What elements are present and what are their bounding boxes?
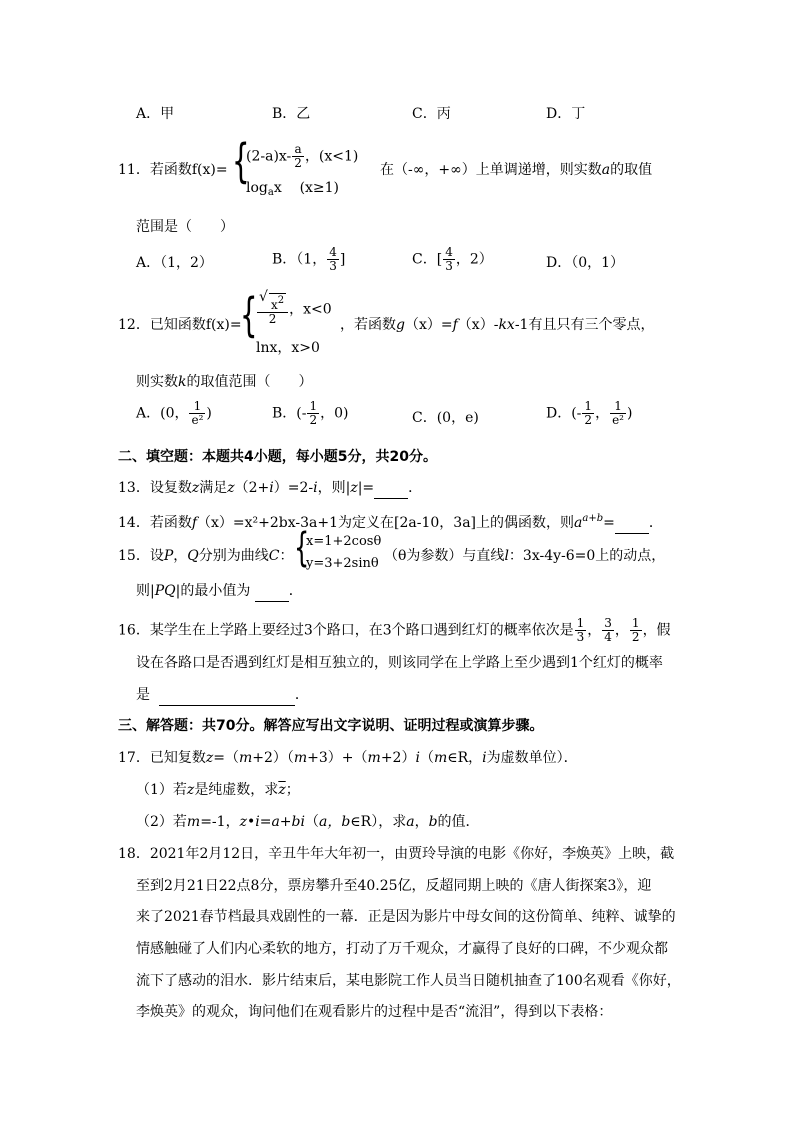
q11-option-d: D．（0，1）	[546, 255, 625, 271]
q11-option-a: A．（1，2）	[136, 255, 213, 271]
q15-case2: y=3+2sinθ	[306, 556, 379, 571]
q17-main: 17．已知复数z=（m+2）（m+3）+（m+2）i（m∈R，i为虚数单位）．	[118, 750, 578, 766]
q12-suffix: ，若函数g（x）=f（x）-kx-1有且只有三个零点，	[340, 317, 655, 333]
q16-line3: 是 ．	[136, 685, 309, 706]
q12-line2: 则实数k的取值范围（ ）	[136, 374, 313, 390]
q12-case1: √ $\frac{x^2}{2}$ ，x<0	[256, 293, 332, 326]
question-14: 14．若函数f（x）=x²+2bx-3a+1为定义在[2a-10，3a]上的偶函数，则$a^{a+b}=$ ．	[118, 509, 663, 534]
q11-suffix: 在（-∞，+∞）上单调递增，则实数a的取值	[380, 162, 653, 178]
q12-prefix: 12．已知函数f(x)=	[118, 317, 242, 333]
q18-line: 来了2021春节档最具戏剧性的一幕．正是因为影片中母女间的这份简单、纯粹、诚挚的	[136, 909, 676, 925]
q16-line2: 设在各路口是否遇到红灯是相互独立的，则该同学在上学路上至少遇到1个红灯的概率	[136, 655, 663, 671]
q18-line: 至到2月21日22点8分，票房攀升至40.25亿，反超同期上映的《唐人街探案3》，迎	[136, 878, 652, 894]
q11-option-b: B．（1， $\frac{4}{3}$ ]	[272, 245, 346, 273]
q12-option-b: B．(- $\frac{1}{2}$ ，0)	[272, 399, 349, 427]
section-2-heading: 二、填空题：本题共4小题，每小题5分，共20分。	[118, 449, 437, 465]
q18-line: 李焕英》的观众，询问他们在观看影片的过程中是否“流泪”，得到以下表格：	[136, 1004, 613, 1020]
q12-option-d: D．(- $\frac{1}{2}$ ， $\frac{1}{\text{e²}}$ )	[546, 399, 633, 427]
sqrt-symbol: √ $x^2$	[259, 293, 286, 312]
q12-case2: lnx，x>0	[256, 340, 320, 356]
q11-brace: {	[232, 134, 250, 188]
q18-line: 流下了感动的泪水．影片结束后，某电影院工作人员当日随机抽查了100名观看《你好，	[136, 973, 681, 989]
section-3-heading: 三、解答题：共70分。解答应写出文字说明、证明过程或演算步骤。	[118, 718, 544, 734]
q15-prefix: 15．设P，Q分别为曲线C：	[118, 548, 294, 564]
question-13: 13．设复数z满足z（2+i）=2-i，则|z|= ．	[118, 478, 422, 499]
q11-line2: 范围是（ ）	[136, 219, 234, 235]
q18-line: 情感触碰了人们内心柔软的地方，打动了万千观众，才赢得了良好的口碑，不少观众都	[136, 941, 668, 957]
answer-blank	[615, 513, 649, 534]
q11-option-c: C．[ $\frac{4}{3}$ ，2）	[412, 245, 493, 273]
q16-line1: 16．某学生在上学路上要经过3个路口，在3个路口遇到红灯的概率依次是 $\frac{1}{3}$ ， $\frac{3}{4}$ ， $\frac{1}{2}$ ，假	[118, 616, 671, 644]
q12-option-a: A．(0， $\frac{1}{\text{e²}}$ )	[136, 399, 212, 427]
q11-prefix: 11．若函数f(x)=	[118, 162, 228, 178]
q15-line2: 则|PQ|的最小值为 ．	[136, 581, 303, 602]
answer-blank	[374, 478, 408, 499]
q18-line: 18．2021年2月12日，辛丑牛年大年初一，由贾玲导演的电影《你好，李焕英》上映，截	[118, 846, 675, 862]
q10-option-b: B．乙	[272, 106, 311, 122]
q11-case1-frac: $\frac{a}{2}$	[294, 142, 302, 170]
answer-blank	[159, 685, 295, 706]
q10-option-a: A．甲	[136, 106, 175, 122]
q10-option-c: C．丙	[412, 106, 451, 122]
q17-part1: （1）若z是纯虚数，求$\overline{z}$；	[136, 782, 300, 798]
q10-option-d: D．丁	[546, 106, 586, 122]
q11-case2: $\log_ax$ (x≥1)	[246, 180, 340, 198]
q12-brace: {	[240, 288, 258, 342]
q15-case1: x=1+2cosθ	[306, 534, 382, 549]
q15-brace: {	[294, 525, 310, 571]
q12-option-c: C．(0，e)	[412, 410, 479, 426]
q15-suffix: （θ为参数）与直线l：3x-4y-6=0上的动点，	[384, 548, 666, 564]
q11-case1: (2-a)x- $\frac{a}{2}$ ，(x<1)	[246, 142, 359, 170]
q17-part2: （2）若m=-1，z•i=a+bi（a，b∈R），求a，b的值．	[136, 814, 480, 830]
answer-blank	[255, 581, 289, 602]
